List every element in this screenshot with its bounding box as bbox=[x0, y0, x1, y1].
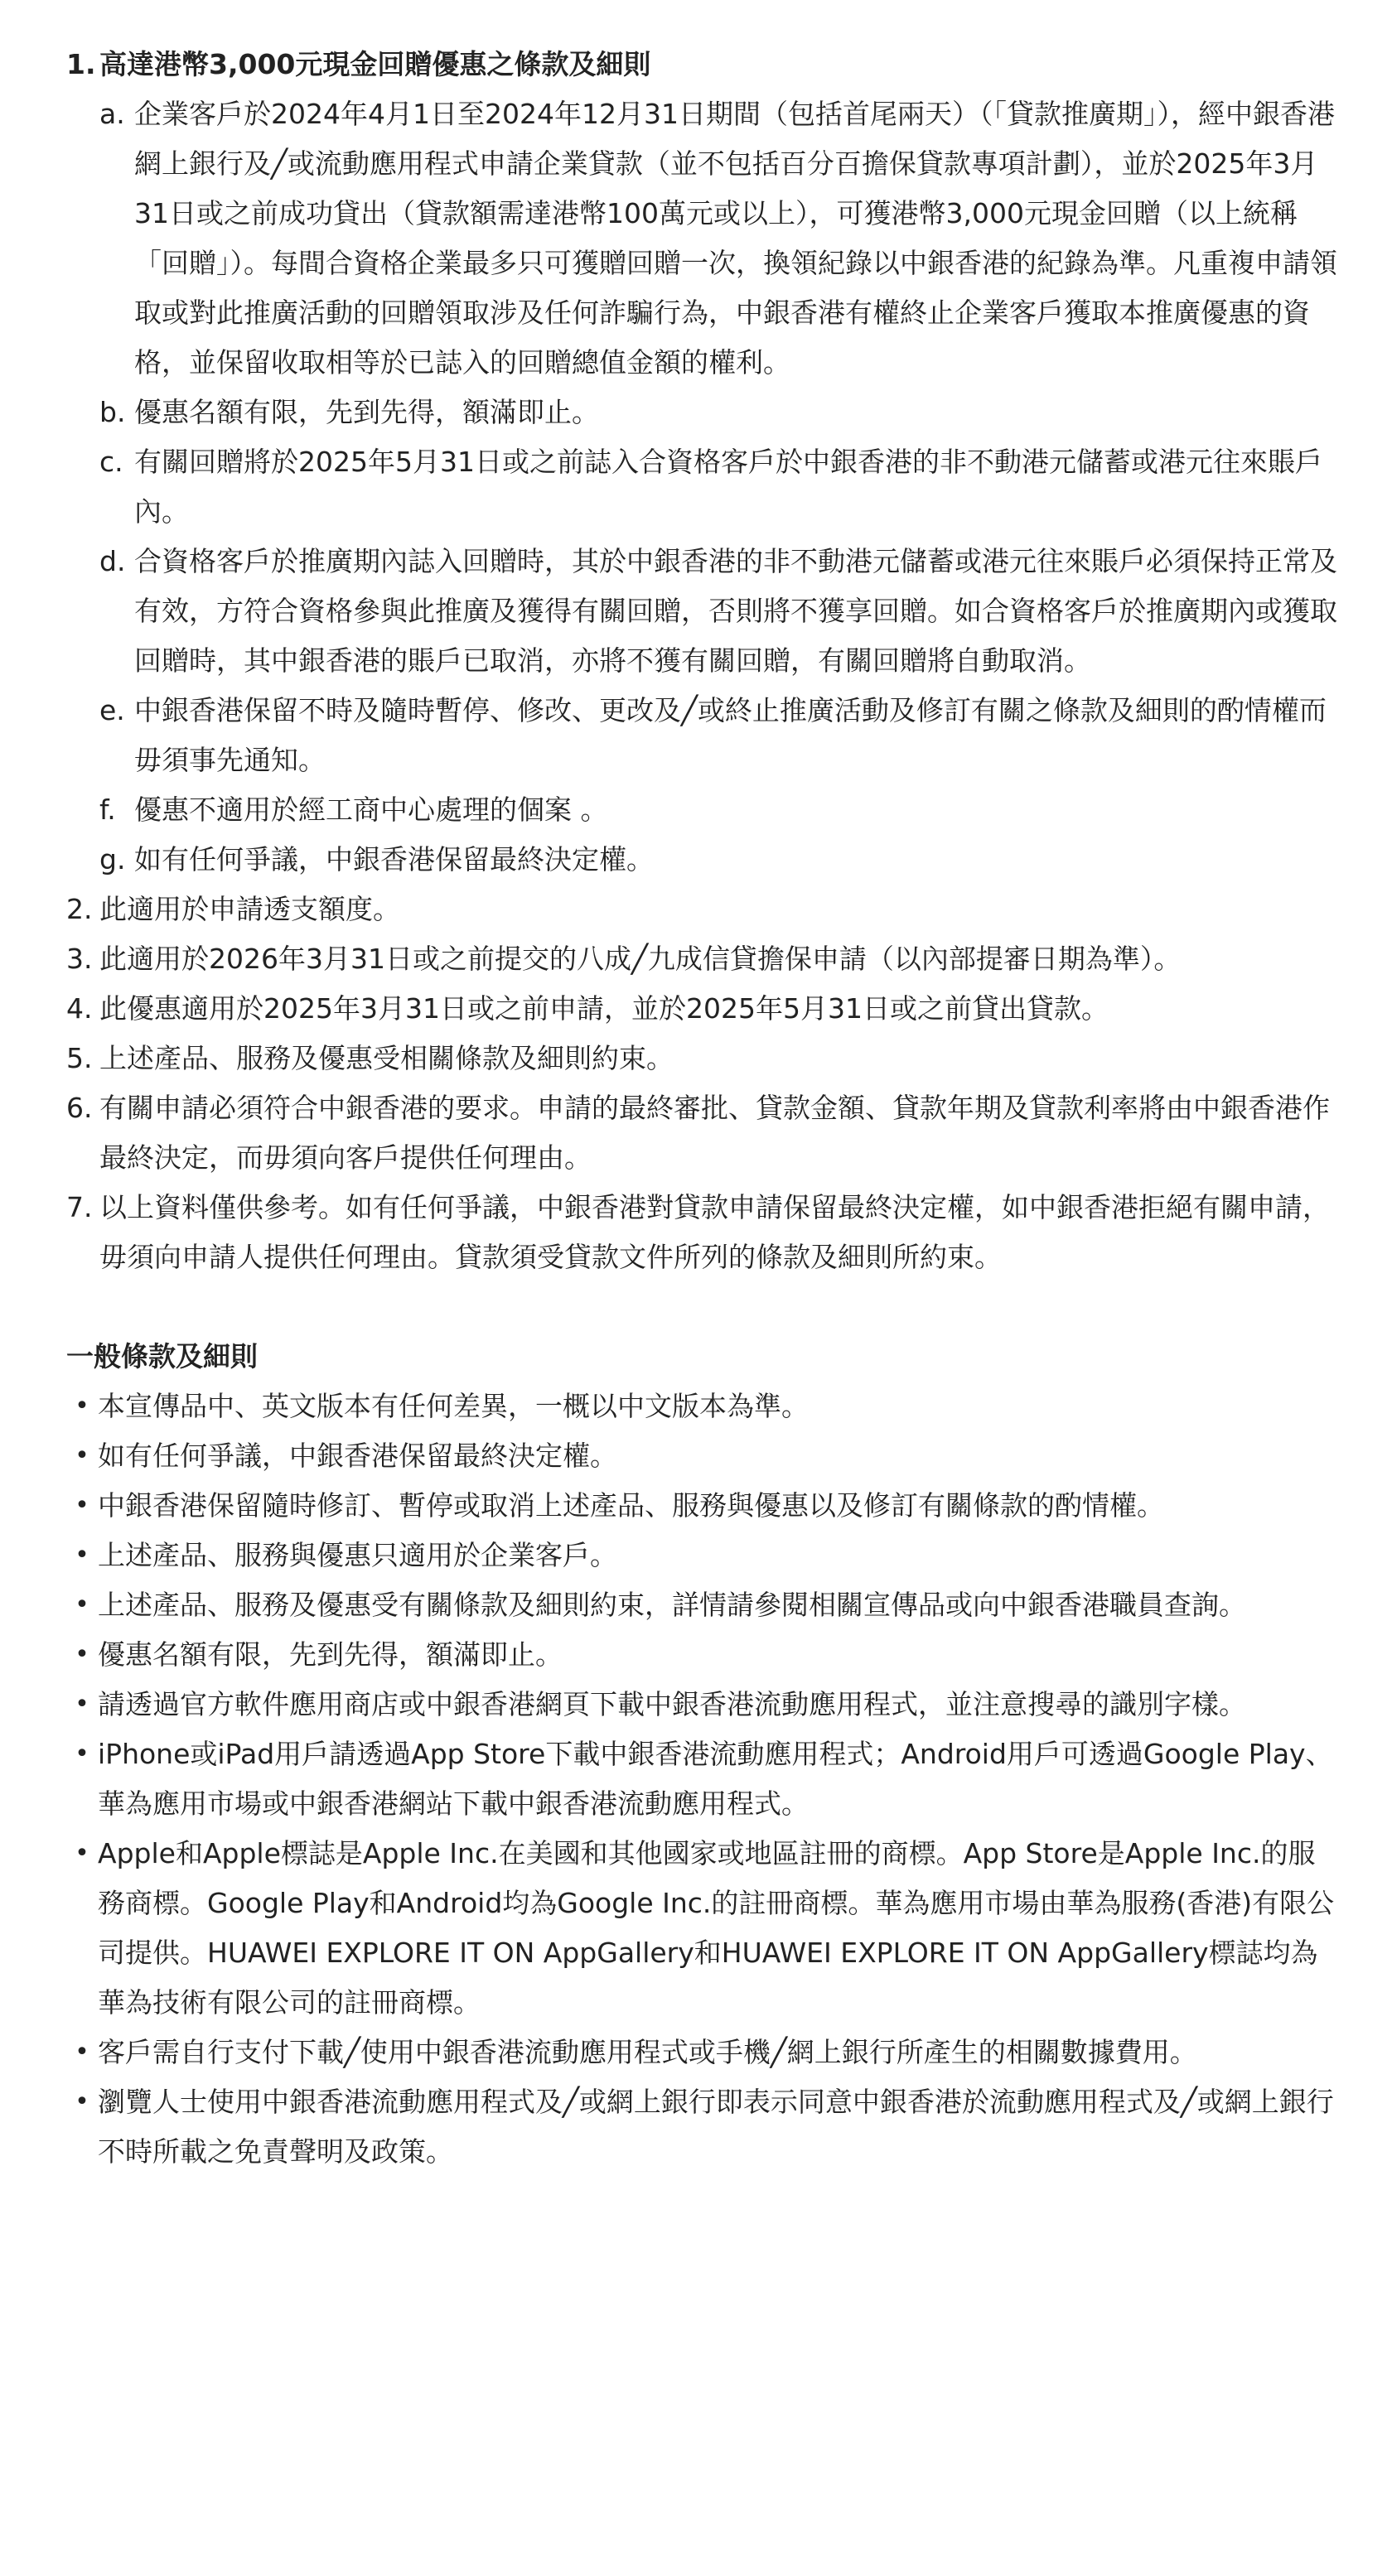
item-label: g. bbox=[99, 843, 126, 876]
list-item bbox=[66, 2028, 1342, 2077]
item-text: 中銀香港保留不時及隨時暫停、修改、更改及╱或終止推廣活動及修訂有關之條款及細則的酌情權而毋須事先通知。 bbox=[134, 694, 1327, 776]
list-item bbox=[66, 1183, 1342, 1282]
bullet-icon: • bbox=[75, 2038, 89, 2067]
item-text: 如有任何爭議，中銀香港保留最終決定權。 bbox=[98, 1440, 617, 1472]
bullet-icon: • bbox=[75, 1690, 89, 1719]
section-1-title: 高達港幣3,000元現金回贈優惠之條款及細則 bbox=[99, 48, 651, 80]
list-item bbox=[66, 1481, 1342, 1531]
item-text: 中銀香港保留隨時修訂、暫停或取消上述產品、服務與優惠以及修訂有關條款的酌情權。 bbox=[98, 1489, 1164, 1522]
list-item bbox=[66, 934, 1342, 984]
list-item bbox=[99, 785, 1342, 835]
list-item bbox=[66, 1729, 1342, 1829]
list-item bbox=[66, 984, 1342, 1034]
item-label: 4. bbox=[66, 992, 93, 1025]
item-text: 上述產品、服務及優惠受有關條款及細則約束，詳情請參閱相關宣傳品或向中銀香港職員查詢。 bbox=[98, 1589, 1246, 1621]
list-item bbox=[66, 1382, 1342, 1431]
section-1-heading bbox=[66, 40, 1342, 89]
bullet-icon: • bbox=[75, 1640, 89, 1669]
item-text: 此適用於申請透支額度。 bbox=[99, 893, 400, 925]
item-label: d. bbox=[99, 545, 126, 577]
section-1-number: 1. bbox=[66, 48, 96, 80]
bullet-icon: • bbox=[75, 1441, 89, 1470]
bullet-icon: • bbox=[75, 1392, 89, 1421]
list-item bbox=[66, 1829, 1342, 2028]
list-item bbox=[66, 2077, 1342, 2177]
item-text: 此優惠適用於2025年3月31日或之前申請，並於2025年5月31日或之前貸出貸款。 bbox=[99, 992, 1109, 1025]
bullet-icon: • bbox=[75, 1590, 89, 1619]
bullet-icon: • bbox=[75, 1739, 89, 1768]
list-item bbox=[66, 1630, 1342, 1680]
item-label: 7. bbox=[66, 1191, 93, 1223]
item-text: 有關回贈將於2025年5月31日或之前誌入合資格客戶於中銀香港的非不動港元儲蓄或港元往來賬戶內。 bbox=[134, 446, 1322, 528]
item-label: 5. bbox=[66, 1042, 93, 1074]
bullet-icon: • bbox=[75, 2087, 89, 2116]
item-text: 優惠名額有限，先到先得，額滿即止。 bbox=[134, 396, 599, 428]
item-label: a. bbox=[99, 98, 125, 130]
list-item bbox=[66, 1431, 1342, 1481]
item-label: b. bbox=[99, 396, 126, 428]
item-label: c. bbox=[99, 446, 123, 478]
item-text: Apple和Apple標誌是Apple Inc.在美國和其他國家或地區註冊的商標。App Store是Apple Inc.的服務商標。Google Play和Android均為Google Inc.的註冊商標。華為應用市場由華為服務(香港)有限公司提供。HUAWEI EXPLORE IT ON AppGallery和HUAWEI EXPLORE IT ON AppGallery標誌均為華為技術有限公司的註冊商標。 bbox=[98, 1837, 1335, 2019]
list-item bbox=[99, 388, 1342, 437]
item-text: 請透過官方軟件應用商店或中銀香港網頁下載中銀香港流動應用程式，並注意搜尋的識別字樣。 bbox=[98, 1688, 1246, 1720]
item-label: 2. bbox=[66, 893, 93, 925]
item-text: 客戶需自行支付下載╱使用中銀香港流動應用程式或手機╱網上銀行所產生的相關數據費用。 bbox=[98, 2036, 1197, 2068]
item-text: 有關申請必須符合中銀香港的要求。申請的最終審批、貸款金額、貸款年期及貸款利率將由中銀香港作最終決定，而毋須向客戶提供任何理由。 bbox=[99, 1092, 1330, 1174]
list-item bbox=[66, 1531, 1342, 1580]
list-item bbox=[99, 835, 1342, 885]
list-item bbox=[99, 437, 1342, 537]
section-1-sublist bbox=[66, 89, 1342, 885]
item-text: 瀏覽人士使用中銀香港流動應用程式及╱或網上銀行即表示同意中銀香港於流動應用程式及╱或網上銀行不時所載之免責聲明及政策。 bbox=[98, 2086, 1334, 2168]
list-item bbox=[99, 89, 1342, 388]
list-item bbox=[66, 885, 1342, 934]
list-item bbox=[66, 1083, 1342, 1183]
list-item bbox=[66, 1680, 1342, 1729]
item-text: 如有任何爭議，中銀香港保留最終決定權。 bbox=[134, 843, 654, 876]
bullet-icon: • bbox=[75, 1541, 89, 1570]
item-text: 優惠名額有限，先到先得，額滿即止。 bbox=[98, 1638, 563, 1671]
item-text: 企業客戶於2024年4月1日至2024年12月31日期間（包括首尾兩天）（「貸款推廣期」），經中銀香港網上銀行及╱或流動應用程式申請企業貸款（並不包括百分百擔保貸款專項計劃），並於2025年3月31日或之前成功貸出（貸款額需達港幣100萬元或以上），可獲港幣3,000元現金回贈（以上統稱「回贈」）。每間合資格企業最多只可獲贈回贈一次，換領紀錄以中銀香港的紀錄為準。凡重複申請領取或對此推廣活動的回贈領取涉及任何詐騙行為，中銀香港有權終止企業客戶獲取本推廣優惠的資格，並保留收取相等於已誌入的回贈總值金額的權利。 bbox=[134, 98, 1337, 379]
bullet-icon: • bbox=[75, 1491, 89, 1520]
item-text: 優惠不適用於經工商中心處理的個案 。 bbox=[134, 794, 608, 826]
item-text: 本宣傳品中、英文版本有任何差異，一概以中文版本為準。 bbox=[98, 1390, 809, 1422]
main-numbered-list bbox=[66, 885, 1342, 1282]
general-terms-list bbox=[66, 1382, 1342, 2177]
item-label: 3. bbox=[66, 943, 93, 975]
terms-content bbox=[66, 40, 1342, 2177]
section-spacer bbox=[66, 1282, 1342, 1332]
item-text: iPhone或iPad用戶請透過App Store下載中銀香港流動應用程式；Android用戶可透過Google Play、華為應用市場或中銀香港網站下載中銀香港流動應用程式。 bbox=[98, 1738, 1333, 1820]
item-text: 上述產品、服務及優惠受相關條款及細則約束。 bbox=[99, 1042, 674, 1074]
item-label: f. bbox=[99, 794, 116, 826]
bullet-icon: • bbox=[75, 1839, 89, 1868]
list-item bbox=[66, 1034, 1342, 1083]
item-text: 上述產品、服務與優惠只適用於企業客戶。 bbox=[98, 1539, 617, 1571]
list-item bbox=[66, 1580, 1342, 1630]
item-text: 以上資料僅供參考。如有任何爭議，中銀香港對貸款申請保留最終決定權，如中銀香港拒絕有關申請，毋須向申請人提供任何理由。貸款須受貸款文件所列的條款及細則所約束。 bbox=[99, 1191, 1330, 1273]
general-terms-heading: 一般條款及細則 bbox=[66, 1340, 258, 1372]
item-text: 此適用於2026年3月31日或之前提交的八成╱九成信貸擔保申請（以內部提審日期為準）。 bbox=[99, 943, 1182, 975]
list-item bbox=[99, 537, 1342, 686]
item-label: e. bbox=[99, 694, 125, 726]
item-text: 合資格客戶於推廣期內誌入回贈時，其於中銀香港的非不動港元儲蓄或港元往來賬戶必須保持正常及有效，方符合資格參與此推廣及獲得有關回贈，否則將不獲享回贈。如合資格客戶於推廣期內或獲取回贈時，其中銀香港的賬戶已取消，亦將不獲有關回贈，有關回贈將自動取消。 bbox=[134, 545, 1337, 677]
item-label: 6. bbox=[66, 1092, 93, 1124]
list-item bbox=[99, 686, 1342, 785]
